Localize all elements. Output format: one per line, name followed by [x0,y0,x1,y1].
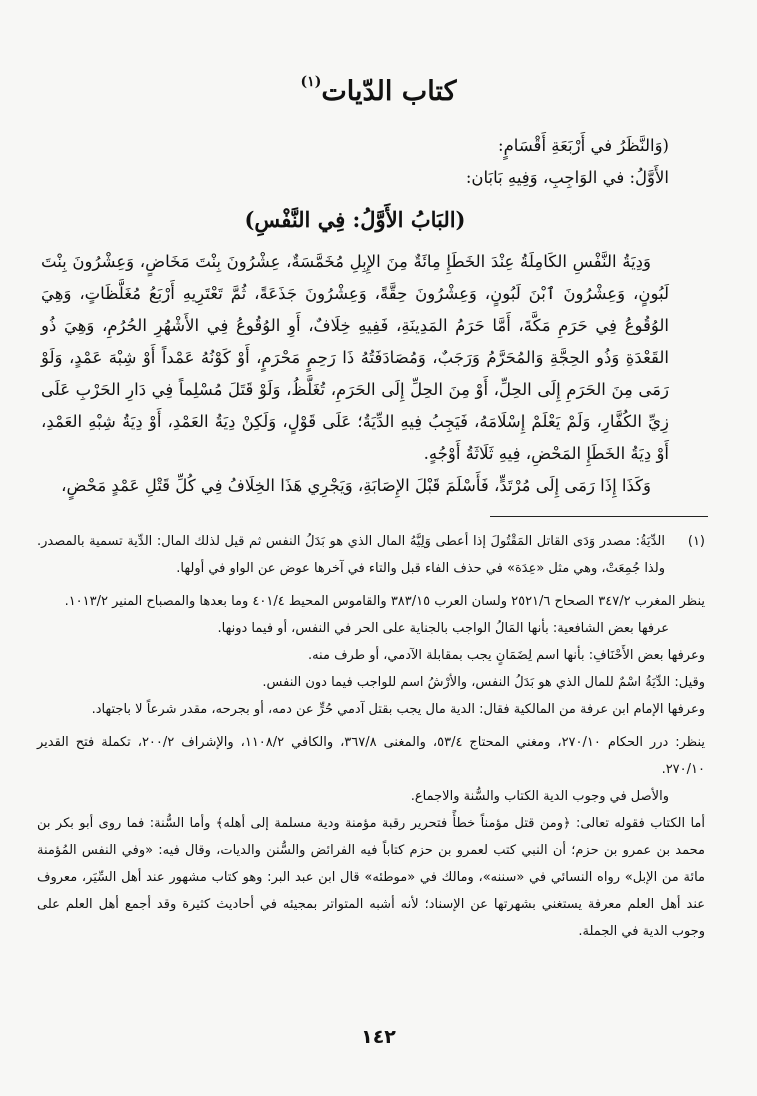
footnote-1-text: الدِّيَةُ: مصدر وَدَى القاتل المَقْتُولَ إذا أعطى وَلِيَّهُ المال الذي هو بَدَلُ النفس ثم قيل لذلك المال: الدِّية تسمية بالمصدر. ولذا جُمِعَتْ، وهي مثل «عِدَة» في حذف الفاء قبل والتاء في آخرها عوض عن الواو في أولها. [37,534,665,576]
footnote-line: وقيل: الدِّيَةُ اسْمٌ للمال الذي هو بَدَلُ النفس، والأرْشُ اسم للواجب فيما دون النفس. [262,675,705,690]
footnote-marker: (١) [687,534,705,549]
main-paragraph: وَكَذَا إِذَا رَمَى إِلَى مُرْتَدٍّ، فَأَسْلَمَ قَبْلَ الإِصَابَةِ، وَيَجْرِي هَذَا الخِلَافُ فِي كُلِّ قَتْلِ عَمْدٍ مَحْضٍ، [61,476,651,495]
footnote-line: أما الكتاب فقوله تعالى: ﴿ومن قتل مؤمناً خطأً فتحرير رقبة مؤمنة ودية مسلمة إلى أهله﴾ وأما السُّنة: فما روى أبو بكر بن محمد بن عمرو بن حزم؛ أن النبي كتب لعمرو بن حزم كتاباً فيه الفرائض والسُّنن والديات، وقال فيه: «وفي النفس المُؤمنة مائة من الإبل» رواه النسائي في «سننه»، ومالك في «موطئه» قال ابن عبد البر: وهو كتاب مشهور عند أهل السِّيَر، معروف عند أهل العلم معرفة يستغني بشهرتها عن الإسناد؛ لأنه أشبه المتواتر بمجيئه في أحاديث كثيرة وقد أجمع أهل العلم على وجوب الدية في الجملة. [37,816,705,939]
book-title [0,62,757,112]
footnotes [37,528,705,945]
title-footnote-ref: (١) [300,74,322,90]
footnote-line: وعرفها الإمام ابن عرفة من المالكية فقال: الدية مال يجب بقتل آدمي حُرٍّ عن دمه، أو بجرحه، مقدر شرعاً لا باجتهاد. [91,702,705,717]
chapter-heading: (البَابُ الأَوَّلُ: فِي النَّفْسِ) [244,207,466,232]
footnote-line: عرفها بعض الشافعية: بأنها المَالُ الواجب بالجناية على الحر في النفس، أو فيما دونها. [217,621,669,636]
intro-line-1: (وَالنَّظَرُ في أَرْبَعَةِ أَقْسَامٍ: [498,136,669,155]
footnote-1 [37,528,705,582]
footnote-line: والأصل في وجوب الدية الكتاب والسُّنة والاجماع. [410,789,669,804]
footnote-separator [490,516,708,517]
page-number: ١٤٢ [361,1026,396,1048]
book-title-text: كتاب الدّيات [321,76,457,107]
footnote-line: وعرفها بعض الأَحْنَافِ: بأنها اسم لِضَمَانٍ يجب بمقابلة الآدمي، أو طرف منه. [307,648,705,663]
footnote-line: ينظر: درر الحكام ٢٧٠/١٠، ومغني المحتاج ٥٣/٤، والمغنى ٣٦٧/٨، والكافي ١١٠٨/٢، والإشراف ٢٠٠/٢، تكملة فتح القدير ٢٧٠/١٠. [37,735,705,777]
footnote-line: ينظر المغرب ٣٤٧/٢ الصحاح ٢٥٢١/٦ ولسان العرب ٣٨٣/١٥ والقاموس المحيط ٤٠١/٤ وما بعدها والمصباح المنير ١٠١٣/٢. [64,594,705,609]
main-paragraph: وَدِيَةُ النَّفْسِ الكَامِلَةُ عِنْدَ الخَطَإِ مِائَةٌ مِنَ الإِبِلِ مُخَمَّسَةٌ، عِشْرُونَ بِنْتَ مَخَاضٍ، وَعِشْرُونَ بِنْتَ لَبُونٍ، وَعِشْرُونَ ٱبْنَ لَبُونٍ، وَعِشْرُونَ حِقَّةً، وَعِشْرُونَ جَذَعَةً، ثُمَّ تَعْتَرِيهِ أَرْبَعُ مُغَلَّظَاتٍ، وَهِيَ الوُقُوعُ فِي حَرَمِ مَكَّةَ، أَمَّا حَرَمُ المَدِينَةِ، فَفِيهِ خِلَافٌ، أَوِ الوُقُوعُ فِي الأَشْهُرِ الحُرُمِ، وَهِيَ ذُو القَعْدَةِ وَذُو الحِجَّةِ وَالمُحَرَّمُ وَرَجَبٌ، وَمُصَادَفَتُهُ ذَا رَحِمٍ مَحْرَمٍ، أَوْ كَوْنُهُ عَمْداً أَوْ شِبْهَ عَمْدٍ، وَلَوْ رَمَى مِنَ الحَرَمِ إِلَى الحِلِّ، أَوْ مِنَ الحِلِّ إِلَى الحَرَمِ، تُغَلَّظُ، وَلَوْ قَتَلَ مُسْلِماً فِي دَارِ الحَرْبِ عَلَى زِيِّ الكُفَّارِ، وَلَمْ يَعْلَمْ إِسْلَامَهُ، فَيَجِبُ فِيهِ الدِّيَةُ؛ عَلَى قَوْلٍ، وَلَكِنْ دِيَةُ العَمْدِ، أَوْ دِيَةُ شِبْهِ العَمْدِ، أَوْ دِيَةُ الخَطَإِ المَحْضِ، فِيهِ ثَلَاثَةُ أَوْجُهٍ. [41,252,669,463]
intro-line-2: الأَوَّلُ: في الوَاجِبِ، وَفِيهِ بَابَان: [465,168,669,187]
main-text [41,130,669,502]
